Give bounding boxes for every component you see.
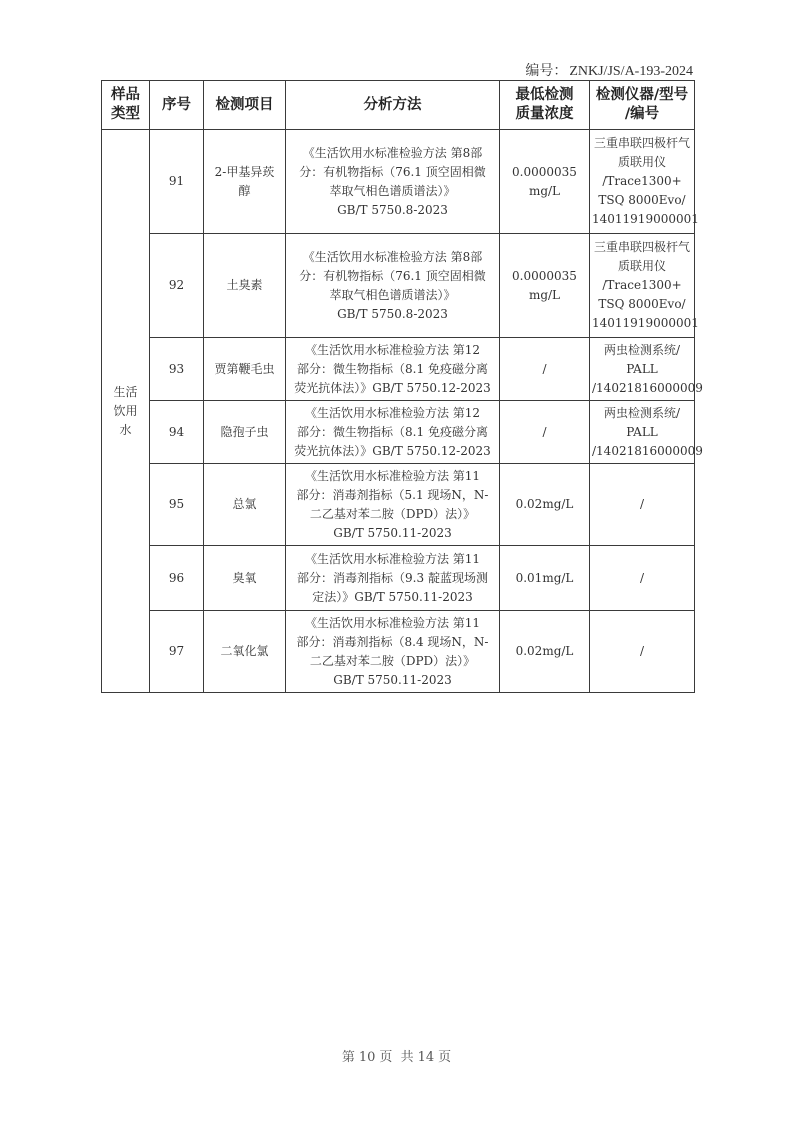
limit-cell bbox=[500, 546, 590, 611]
method-line: 部分：消毒剂指标（8.4 现场N，N- bbox=[296, 634, 489, 649]
method-line: 部分：消毒剂指标（5.1 现场N，N- bbox=[296, 487, 489, 502]
method-line: 荧光抗体法）》GB/T 5750.12-2023 bbox=[294, 443, 491, 458]
method-cell bbox=[286, 338, 500, 401]
instrument-line: /Trace1300+ bbox=[602, 174, 682, 188]
method-cell bbox=[286, 130, 500, 234]
sample-type-line: 水 bbox=[119, 422, 132, 437]
item-line: 臭氧 bbox=[232, 570, 257, 585]
item-line: 土臭素 bbox=[226, 278, 263, 292]
table-row bbox=[102, 234, 695, 338]
instrument-line: PALL bbox=[626, 361, 658, 376]
instrument-line: 三重串联四极杆气 bbox=[593, 240, 690, 254]
header-seq: 序号 bbox=[150, 81, 204, 130]
limit-line: mg/L bbox=[528, 183, 561, 198]
instrument-line: 两虫检测系统/ bbox=[603, 405, 681, 420]
method-line: 二乙基对苯二胺（DPD）法）》 bbox=[309, 506, 476, 521]
instrument-line: /14021816000009 bbox=[592, 380, 703, 395]
header-sample-type-line1: 样品 bbox=[111, 87, 140, 103]
instrument-cell bbox=[590, 234, 699, 338]
instrument-line: / bbox=[639, 644, 645, 658]
document-number bbox=[525, 60, 693, 80]
method-cell bbox=[286, 401, 500, 464]
instrument-line: / bbox=[639, 570, 645, 585]
item-line: 醇 bbox=[238, 183, 251, 198]
method-line: 《生活饮用水标准检验方法 第8部 bbox=[302, 249, 483, 264]
footer-page-number: 10 bbox=[358, 1050, 376, 1065]
sample-type-line: 饮用 bbox=[113, 403, 138, 418]
method-cell bbox=[286, 611, 500, 693]
instrument-line: 质联用仪 bbox=[617, 155, 666, 169]
header-limit-line2: 质量浓度 bbox=[515, 106, 574, 122]
limit-line: mg/L bbox=[528, 287, 561, 302]
footer-total-number: 14 bbox=[417, 1050, 435, 1065]
method-line: 荧光抗体法）》GB/T 5750.12-2023 bbox=[294, 380, 491, 395]
document-number-label: 编号： bbox=[525, 64, 568, 79]
limit-cell bbox=[500, 401, 590, 464]
footer-page-label: 页 bbox=[379, 1050, 393, 1065]
header-method: 分析方法 bbox=[286, 81, 500, 130]
method-line: 《生活饮用水标准检验方法 第12 bbox=[304, 405, 481, 420]
item-line: 隐孢子虫 bbox=[220, 424, 269, 439]
instrument-line: PALL bbox=[626, 424, 658, 439]
instrument-cell bbox=[590, 546, 695, 611]
limit-line: 0.0000035 bbox=[512, 164, 577, 179]
instrument-line: TSQ 8000Evo/ bbox=[598, 297, 686, 311]
method-line: 分：有机物指标（76.1 顶空固相微 bbox=[299, 164, 486, 179]
item-cell bbox=[204, 338, 286, 401]
item-cell bbox=[204, 234, 286, 338]
header-sample-type-line2: 类型 bbox=[111, 106, 140, 122]
item-line: 贾第鞭毛虫 bbox=[214, 361, 275, 376]
instrument-cell bbox=[590, 130, 699, 234]
method-line: 《生活饮用水标准检验方法 第11 bbox=[304, 468, 481, 483]
limit-cell bbox=[500, 611, 590, 693]
limit-cell bbox=[500, 464, 590, 546]
item-cell bbox=[204, 611, 286, 693]
instrument-line: TSQ 8000Evo/ bbox=[598, 193, 686, 207]
footer-total-label: 页 bbox=[438, 1050, 452, 1065]
header-instrument bbox=[590, 81, 695, 130]
table-row bbox=[102, 546, 695, 611]
limit-line: 0.0000035 bbox=[512, 268, 577, 283]
limit-line: 0.02mg/L bbox=[515, 644, 574, 658]
method-line: 二乙基对苯二胺（DPD）法）》 bbox=[309, 653, 476, 668]
seq-cell: 97 bbox=[150, 611, 204, 693]
method-cell bbox=[286, 546, 500, 611]
item-line: 总氯 bbox=[232, 497, 257, 511]
limit-line: 0.01mg/L bbox=[515, 570, 574, 585]
item-cell bbox=[204, 464, 286, 546]
method-line: 部分：消毒剂指标（9.3 靛蓝现场测 bbox=[297, 570, 488, 585]
seq-cell: 91 bbox=[150, 130, 204, 234]
method-cell bbox=[286, 234, 500, 338]
instrument-cell bbox=[590, 401, 703, 464]
method-line: GB/T 5750.11-2023 bbox=[333, 672, 452, 687]
header-limit-line1: 最低检测 bbox=[515, 87, 574, 103]
page-footer bbox=[0, 1046, 793, 1065]
method-line: 萃取气相色谱质谱法）》 bbox=[329, 183, 456, 198]
method-line: 《生活饮用水标准检验方法 第11 bbox=[304, 551, 481, 566]
method-line: GB/T 5750.11-2023 bbox=[333, 525, 452, 540]
sample-type-line: 生活 bbox=[113, 384, 138, 399]
limit-line: / bbox=[542, 361, 547, 376]
seq-cell: 95 bbox=[150, 464, 204, 546]
header-instrument-line1: 检测仪器/型号 bbox=[595, 87, 689, 103]
method-cell bbox=[286, 464, 500, 546]
item-line: 2-甲基异莰 bbox=[214, 164, 275, 179]
header-limit bbox=[500, 81, 590, 130]
method-line: 分：有机物指标（76.1 顶空固相微 bbox=[299, 268, 486, 283]
instrument-line: 三重串联四极杆气 bbox=[593, 136, 690, 150]
instrument-cell bbox=[590, 338, 703, 401]
table-row bbox=[102, 464, 695, 546]
instrument-line: 14011919000001 bbox=[592, 212, 699, 226]
item-cell bbox=[204, 546, 286, 611]
instrument-line: / bbox=[639, 497, 645, 511]
method-line: 萃取气相色谱质谱法）》 bbox=[329, 287, 456, 302]
table-row bbox=[102, 401, 695, 464]
seq-cell: 96 bbox=[150, 546, 204, 611]
seq-cell: 93 bbox=[150, 338, 204, 401]
method-line: GB/T 5750.8-2023 bbox=[337, 306, 448, 321]
footer-page-prefix: 第 bbox=[341, 1050, 355, 1065]
header-instrument-line2: /编号 bbox=[624, 106, 660, 122]
seq-cell: 92 bbox=[150, 234, 204, 338]
instrument-line: 两虫检测系统/ bbox=[603, 342, 681, 357]
instrument-line: /Trace1300+ bbox=[602, 278, 682, 292]
header-item: 检测项目 bbox=[204, 81, 286, 130]
instrument-cell bbox=[590, 464, 695, 546]
limit-line: 0.02mg/L bbox=[515, 497, 574, 511]
table-row bbox=[102, 338, 695, 401]
limit-cell bbox=[500, 130, 590, 234]
limit-line: / bbox=[542, 424, 547, 439]
item-cell bbox=[204, 401, 286, 464]
method-line: 《生活饮用水标准检验方法 第11 bbox=[304, 615, 481, 630]
limit-cell bbox=[500, 234, 590, 338]
method-line: GB/T 5750.8-2023 bbox=[337, 202, 448, 217]
method-line: 定法）》GB/T 5750.11-2023 bbox=[312, 589, 473, 604]
method-line: 《生活饮用水标准检验方法 第8部 bbox=[302, 145, 483, 160]
limit-cell bbox=[500, 338, 590, 401]
instrument-line: 质联用仪 bbox=[617, 259, 666, 273]
instrument-cell bbox=[590, 611, 695, 693]
table-row bbox=[102, 611, 695, 693]
item-line: 二氧化氯 bbox=[220, 644, 269, 658]
instrument-line: 14011919000001 bbox=[592, 316, 699, 330]
header-sample-type bbox=[102, 81, 150, 130]
method-line: 部分：微生物指标（8.1 免疫磁分离 bbox=[297, 424, 488, 439]
footer-total-prefix: 共 bbox=[400, 1050, 414, 1065]
table-header-row bbox=[102, 81, 695, 130]
sample-type-cell bbox=[102, 130, 150, 693]
method-line: 《生活饮用水标准检验方法 第12 bbox=[304, 342, 481, 357]
method-line: 部分：微生物指标（8.1 免疫磁分离 bbox=[297, 361, 488, 376]
document-number-value: ZNKJ/JS/A-193-2024 bbox=[569, 64, 693, 79]
table-row bbox=[102, 130, 695, 234]
seq-cell: 94 bbox=[150, 401, 204, 464]
instrument-line: /14021816000009 bbox=[592, 443, 703, 458]
test-methods-table bbox=[101, 80, 703, 693]
item-cell bbox=[204, 130, 286, 234]
